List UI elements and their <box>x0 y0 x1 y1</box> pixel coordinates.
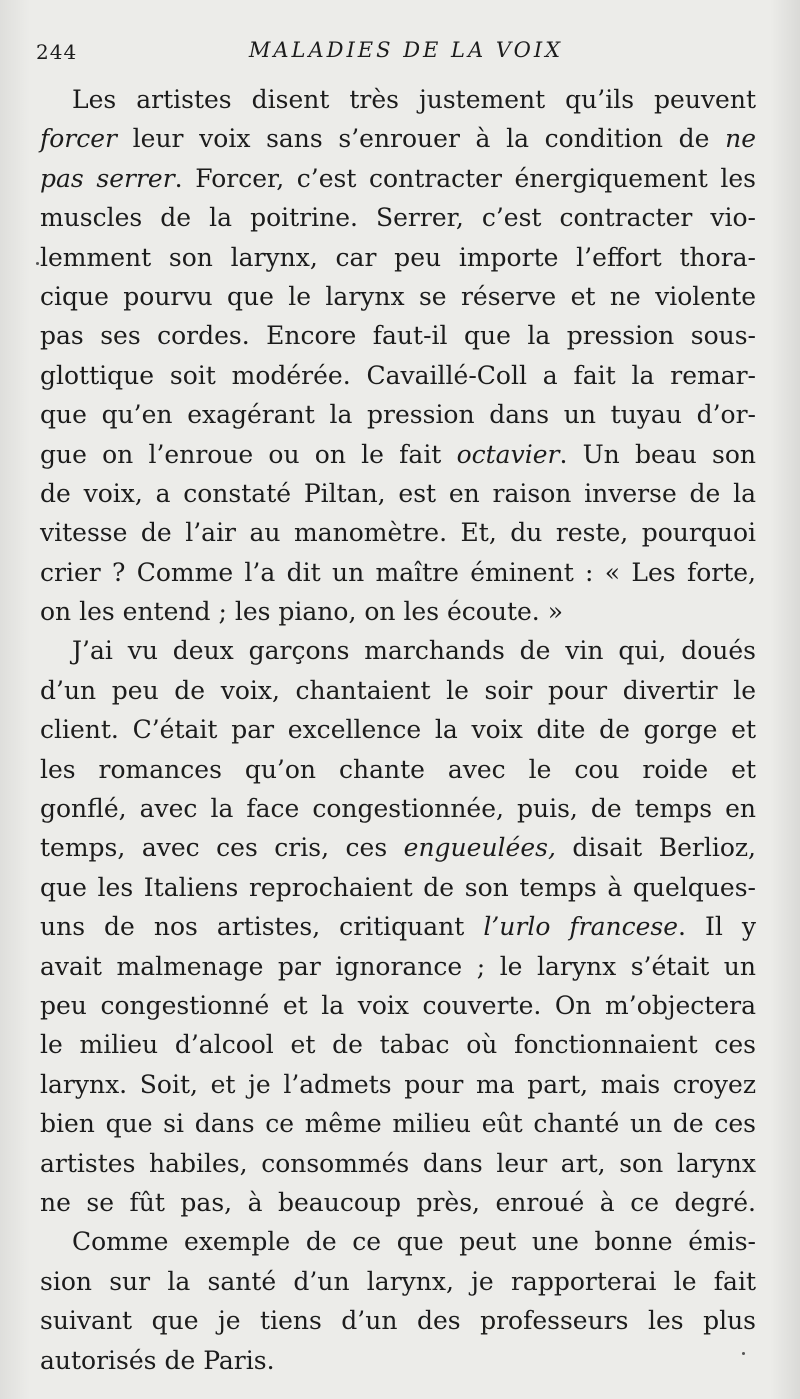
text-run: ne se fût pas, à beaucoup près, enroué à ce degré. <box>40 1187 756 1217</box>
text-run: les romances qu’on chante avec le cou roide et <box>40 754 756 784</box>
text-line <box>40 198 756 237</box>
text-run: le milieu d’alcool et de tabac où fonctionnaient ces <box>40 1030 756 1060</box>
text-run: autorisés de Paris. <box>40 1345 275 1375</box>
text-line <box>40 356 756 395</box>
text-run: lemment son larynx, car peu importe l’effort thora- <box>40 242 756 272</box>
italic-text: pas serrer <box>40 163 175 193</box>
text-line <box>40 631 756 670</box>
text-line <box>40 1262 756 1301</box>
text-run: uns de nos artistes, critiquant <box>40 912 484 942</box>
text-line <box>40 435 756 474</box>
text-line <box>40 868 756 907</box>
text-line <box>40 789 756 828</box>
text-line <box>40 710 756 749</box>
text-run: . Forcer, c’est contracter énergiquement les <box>174 163 756 193</box>
text-run: peu congestionné et la voix couverte. On m’objectera <box>40 990 756 1020</box>
text-run: vitesse de l’air au manomètre. Et, du reste, pourquoi <box>40 518 756 548</box>
text-line <box>40 671 756 710</box>
running-title: MALADIES DE LA VOIX <box>248 38 564 62</box>
text-line <box>40 159 756 198</box>
text-line <box>40 553 756 592</box>
text-run: disait Berlioz, <box>555 833 756 863</box>
text-run: Comme exemple de ce que peut une bonne émis- <box>72 1227 756 1257</box>
page-number: 244 <box>36 40 78 64</box>
print-speck <box>36 262 39 265</box>
text-run: . Un beau son <box>559 439 756 469</box>
text-run: artistes habiles, consommés dans leur art, son larynx <box>40 1148 756 1178</box>
text-run: cique pourvu que le larynx se réserve et ne violente <box>40 281 756 311</box>
text-line <box>40 1341 756 1380</box>
text-line <box>40 395 756 434</box>
italic-text: forcer <box>40 124 118 154</box>
print-speck <box>742 1352 745 1355</box>
text-line <box>40 1183 756 1222</box>
text-run: crier ? Comme l’a dit un maître éminent : « Les forte, <box>40 557 756 587</box>
text-line <box>40 1144 756 1183</box>
text-line <box>40 1025 756 1064</box>
text-run: gonflé, avec la face congestionnée, puis, de temps en <box>40 794 756 824</box>
text-line <box>40 80 756 119</box>
text-run: temps, avec ces cris, ces <box>40 833 404 863</box>
text-run: pas ses cordes. Encore faut-il que la pression sous- <box>40 321 756 351</box>
text-line <box>40 907 756 946</box>
text-run: . Il y <box>678 912 756 942</box>
text-line <box>40 750 756 789</box>
text-line <box>40 828 756 867</box>
text-run: que qu’en exagérant la pression dans un tuyau d’or- <box>40 400 756 430</box>
italic-text: engueulées, <box>403 833 556 863</box>
italic-text: l’urlo francese <box>483 912 679 942</box>
text-run: d’un peu de voix, chantaient le soir pour divertir le <box>40 675 756 705</box>
text-line <box>40 277 756 316</box>
text-run: sion sur la santé d’un larynx, je rapporterai le fait <box>40 1266 756 1296</box>
text-line <box>40 1301 756 1340</box>
text-line <box>40 1104 756 1143</box>
text-run: muscles de la poitrine. Serrer, c’est contracter vio- <box>40 203 756 233</box>
running-head <box>36 36 776 66</box>
text-run: J’ai vu deux garçons marchands de vin qui, doués <box>72 636 756 666</box>
text-line <box>40 1065 756 1104</box>
text-line <box>40 947 756 986</box>
text-line <box>40 986 756 1025</box>
italic-text: octavier <box>456 439 560 469</box>
text-run: larynx. Soit, et je l’admets pour ma part, mais croyez <box>40 1069 756 1099</box>
text-run: de voix, a constaté Piltan, est en raison inverse de la <box>40 478 756 508</box>
text-line <box>40 316 756 355</box>
text-line <box>40 474 756 513</box>
text-line <box>40 513 756 552</box>
text-line <box>40 1222 756 1261</box>
text-run: avait malmenage par ignorance ; le larynx s’était un <box>40 951 756 981</box>
text-run: suivant que je tiens d’un des professeurs les plus <box>40 1306 756 1336</box>
text-run: bien que si dans ce même milieu eût chanté un de ces <box>40 1109 756 1139</box>
text-line <box>40 119 756 158</box>
body-text <box>40 80 756 1380</box>
text-run: on les entend ; les piano, on les écoute. » <box>40 597 563 627</box>
text-run: client. C’était par excellence la voix dite de gorge et <box>40 715 756 745</box>
text-run: leur voix sans s’enrouer à la condition de <box>117 124 726 154</box>
text-line <box>40 592 756 631</box>
text-run: glottique soit modérée. Cavaillé-Coll a fait la remar- <box>40 360 756 390</box>
text-run: gue on l’enroue ou on le fait <box>40 439 457 469</box>
italic-text: ne <box>725 124 756 154</box>
text-line <box>40 238 756 277</box>
text-run: que les Italiens reprochaient de son temps à quelques- <box>40 872 756 902</box>
text-run: Les artistes disent très justement qu’ils peuvent <box>72 85 756 114</box>
